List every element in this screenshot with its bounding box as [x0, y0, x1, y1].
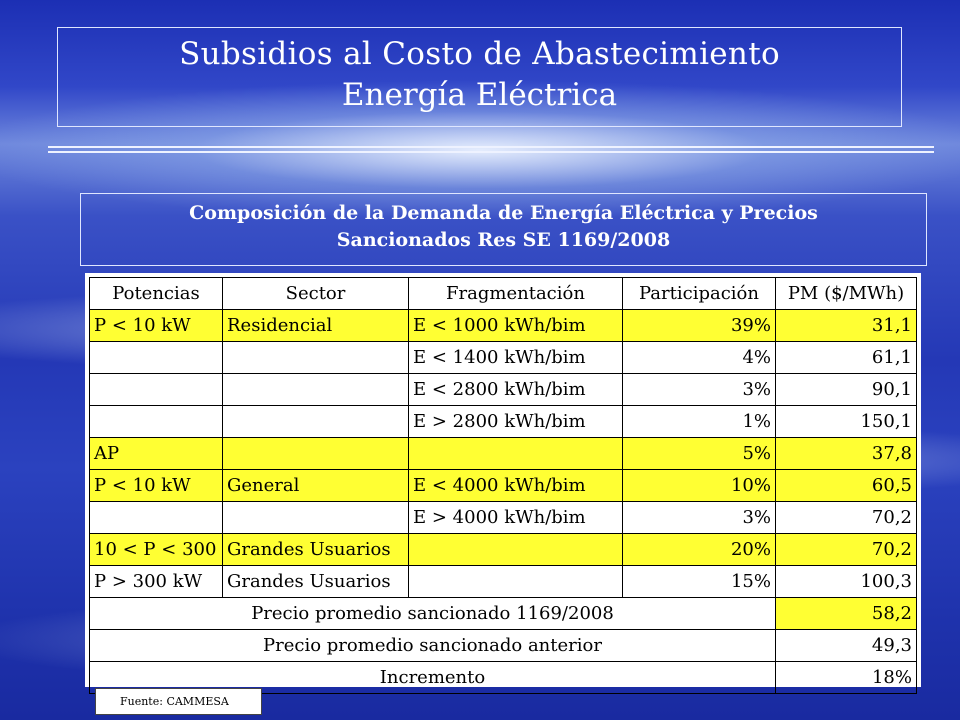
cell-pm: 100,3	[776, 566, 917, 598]
separator-line	[48, 151, 934, 153]
table-header-row	[90, 278, 917, 310]
data-table-container	[85, 273, 921, 687]
column-header: Fragmentación	[409, 278, 623, 310]
table-row	[90, 310, 917, 342]
cell-pm: 61,1	[776, 342, 917, 374]
summary-label: Precio promedio sancionado anterior	[90, 630, 776, 662]
cell-fragmentacion: E > 4000 kWh/bim	[409, 502, 623, 534]
cell-potencia	[90, 374, 223, 406]
table-row	[90, 566, 917, 598]
cell-participacion: 4%	[623, 342, 776, 374]
cell-sector: Residencial	[223, 310, 409, 342]
cell-potencia: P < 10 kW	[90, 310, 223, 342]
demand-price-table	[89, 277, 917, 694]
cell-participacion: 20%	[623, 534, 776, 566]
summary-row	[90, 598, 917, 630]
table-row	[90, 438, 917, 470]
cell-potencia	[90, 342, 223, 374]
table-row	[90, 342, 917, 374]
table-row	[90, 502, 917, 534]
summary-value: 58,2	[776, 598, 917, 630]
table-row	[90, 374, 917, 406]
cell-sector: General	[223, 470, 409, 502]
cell-fragmentacion: E < 4000 kWh/bim	[409, 470, 623, 502]
page-title-line2: Energía Eléctrica	[341, 77, 618, 113]
cell-sector	[223, 438, 409, 470]
subtitle-line2: Sancionados Res SE 1169/2008	[336, 229, 671, 251]
cell-participacion: 39%	[623, 310, 776, 342]
cell-fragmentacion	[409, 438, 623, 470]
cell-pm: 70,2	[776, 502, 917, 534]
summary-value: 49,3	[776, 630, 917, 662]
cell-pm: 31,1	[776, 310, 917, 342]
cell-fragmentacion: E < 1000 kWh/bim	[409, 310, 623, 342]
subtitle-line1: Composición de la Demanda de Energía Eléctrica y Precios	[189, 202, 818, 224]
column-header: Participación	[623, 278, 776, 310]
subtitle-box	[80, 193, 927, 266]
cell-pm: 37,8	[776, 438, 917, 470]
cell-participacion: 15%	[623, 566, 776, 598]
cell-fragmentacion	[409, 534, 623, 566]
table-row	[90, 470, 917, 502]
cell-pm: 150,1	[776, 406, 917, 438]
cell-participacion: 10%	[623, 470, 776, 502]
cell-participacion: 3%	[623, 502, 776, 534]
cell-sector	[223, 406, 409, 438]
cell-potencia: AP	[90, 438, 223, 470]
cell-fragmentacion	[409, 566, 623, 598]
cell-sector	[223, 374, 409, 406]
cell-sector	[223, 342, 409, 374]
table-row	[90, 406, 917, 438]
source-note: Fuente: CAMMESA	[95, 688, 262, 715]
cell-sector: Grandes Usuarios	[223, 566, 409, 598]
table-row	[90, 534, 917, 566]
summary-label: Incremento	[90, 662, 776, 694]
separator-line	[48, 146, 934, 148]
cell-pm: 90,1	[776, 374, 917, 406]
cell-participacion: 1%	[623, 406, 776, 438]
cell-sector: Grandes Usuarios	[223, 534, 409, 566]
cell-participacion: 5%	[623, 438, 776, 470]
cell-fragmentacion: E < 1400 kWh/bim	[409, 342, 623, 374]
cell-potencia: 10 < P < 300	[90, 534, 223, 566]
cell-pm: 60,5	[776, 470, 917, 502]
column-header: PM ($/MWh)	[776, 278, 917, 310]
cell-potencia	[90, 502, 223, 534]
cell-potencia: P < 10 kW	[90, 470, 223, 502]
cell-potencia: P > 300 kW	[90, 566, 223, 598]
cell-sector	[223, 502, 409, 534]
title-box	[57, 27, 902, 127]
summary-row	[90, 630, 917, 662]
cell-fragmentacion: E < 2800 kWh/bim	[409, 374, 623, 406]
page-title: Subsidios al Costo de Abastecimiento	[179, 36, 780, 72]
summary-value: 18%	[776, 662, 917, 694]
cell-potencia	[90, 406, 223, 438]
column-header: Potencias	[90, 278, 223, 310]
cell-participacion: 3%	[623, 374, 776, 406]
summary-label: Precio promedio sancionado 1169/2008	[90, 598, 776, 630]
cell-fragmentacion: E > 2800 kWh/bim	[409, 406, 623, 438]
column-header: Sector	[223, 278, 409, 310]
cell-pm: 70,2	[776, 534, 917, 566]
